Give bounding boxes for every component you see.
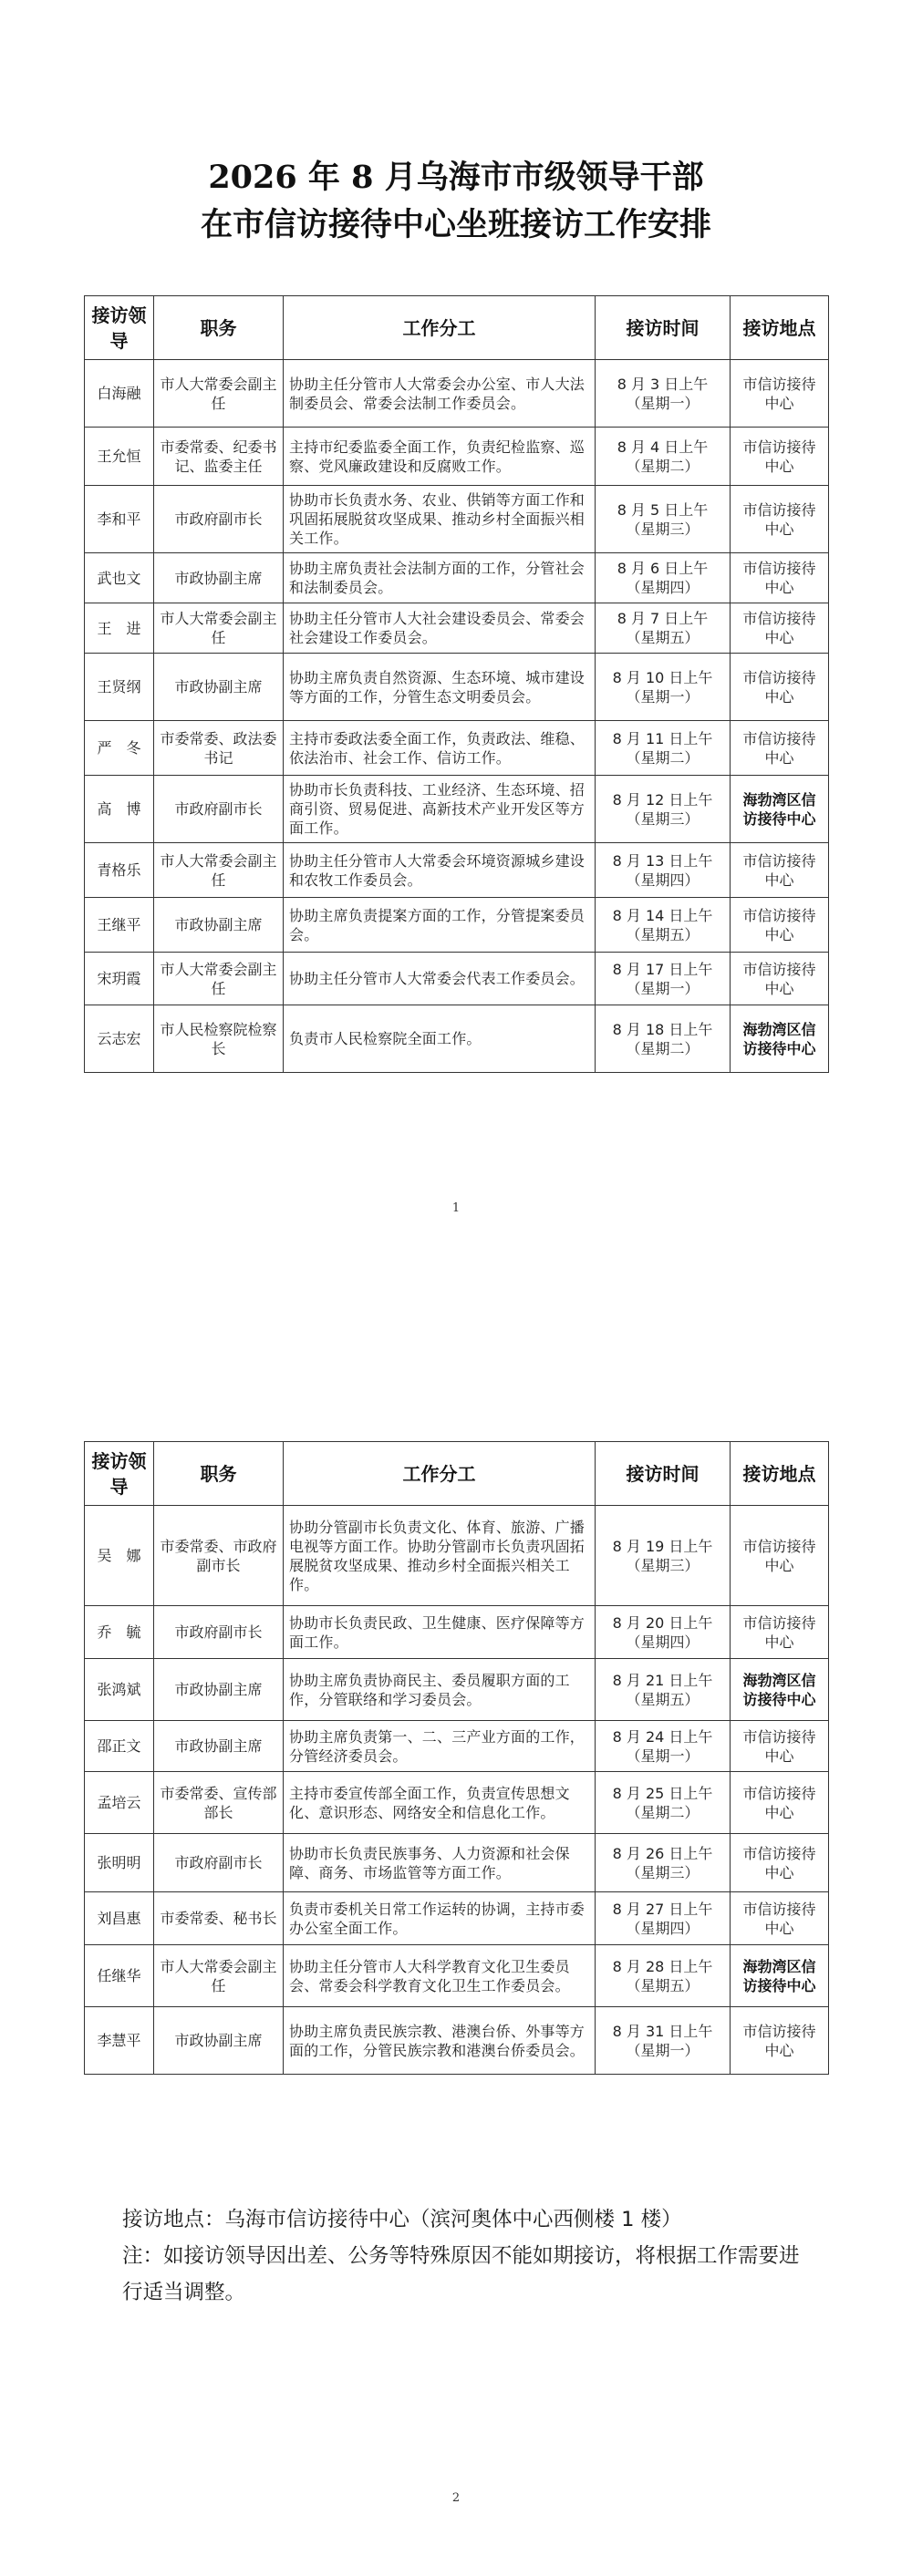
time-cell	[596, 360, 731, 428]
duty-cell: 主持市委宣传部全面工作，负责宣传思想文化、意识形态、网络安全和信息化工作。	[284, 1772, 596, 1834]
leader-name-cell: 王继平	[85, 898, 154, 953]
time-cell	[596, 843, 731, 898]
leader-name-cell: 青格乐	[85, 843, 154, 898]
reception-weekday: （星期五）	[626, 629, 700, 646]
reception-date: 8 月 28 日上午	[612, 1957, 713, 1975]
header-position: 职务	[154, 296, 284, 360]
location-cell: 海勃湾区信访接待中心	[731, 1945, 829, 2007]
document-title-line-2: 在市信访接待中心坐班接访工作安排	[200, 206, 711, 243]
reception-weekday: （星期一）	[626, 687, 700, 706]
reception-date: 8 月 27 日上午	[612, 1900, 713, 1918]
header-leader: 接访领导	[85, 296, 154, 360]
leader-name-cell: 高 博	[85, 776, 154, 843]
position-cell: 市政协副主席	[154, 654, 284, 721]
leader-name-cell: 宋玥霞	[85, 953, 154, 1005]
position-cell: 市委常委、宣传部部长	[154, 1772, 284, 1834]
document-page-2	[0, 1288, 912, 2576]
reception-date: 8 月 14 日上午	[612, 906, 713, 924]
reception-date: 8 月 25 日上午	[612, 1784, 713, 1802]
page-number: 2	[451, 2491, 461, 2505]
notes-block	[122, 2201, 815, 2311]
time-cell	[596, 553, 731, 603]
reception-weekday: （星期二）	[626, 1039, 700, 1057]
header-location: 接访地点	[731, 1442, 829, 1506]
reception-date: 8 月 5 日上午	[617, 500, 709, 519]
reception-weekday: （星期五）	[626, 1976, 700, 1994]
location-cell: 市信访接待中心	[731, 654, 829, 721]
schedule-table-body-2	[85, 1506, 829, 2075]
table-row	[85, 486, 829, 553]
reception-date: 8 月 3 日上午	[617, 375, 709, 393]
duty-cell: 协助主任分管市人大科学教育文化卫生委员会、常委会科学教育文化卫生工作委员会。	[284, 1945, 596, 2007]
leader-name-cell: 吴 娜	[85, 1506, 154, 1606]
location-cell: 市信访接待中心	[731, 1606, 829, 1659]
location-cell: 海勃湾区信访接待中心	[731, 1005, 829, 1073]
reception-date: 8 月 7 日上午	[617, 610, 709, 627]
leader-name-cell: 白海融	[85, 360, 154, 428]
reception-date: 8 月 6 日上午	[617, 560, 709, 577]
reception-date: 8 月 12 日上午	[612, 790, 713, 809]
time-cell	[596, 721, 731, 776]
location-cell: 市信访接待中心	[731, 1892, 829, 1945]
header-leader: 接访领导	[85, 1442, 154, 1506]
location-cell: 市信访接待中心	[731, 898, 829, 953]
position-cell: 市人大常委会副主任	[154, 360, 284, 428]
reception-weekday: （星期四）	[626, 579, 700, 596]
table-row	[85, 1721, 829, 1772]
duty-cell: 协助市长负责水务、农业、供销等方面工作和巩固拓展脱贫攻坚成果、推动乡村全面振兴相关工作。	[284, 486, 596, 553]
table-row	[85, 898, 829, 953]
reception-weekday: （星期五）	[626, 1690, 700, 1708]
reception-weekday: （星期四）	[626, 1633, 700, 1651]
position-cell: 市委常委、秘书长	[154, 1892, 284, 1945]
duty-cell: 协助主席负责自然资源、生态环境、城市建设等方面的工作，分管生态文明委员会。	[284, 654, 596, 721]
header-time: 接访时间	[596, 1442, 731, 1506]
time-cell	[596, 428, 731, 486]
duty-cell: 协助主席负责社会法制方面的工作，分管社会和法制委员会。	[284, 553, 596, 603]
location-cell: 市信访接待中心	[731, 1721, 829, 1772]
reception-weekday: （星期三）	[626, 1556, 700, 1574]
duty-cell: 协助主任分管市人大社会建设委员会、常委会社会建设工作委员会。	[284, 603, 596, 654]
leader-name-cell: 乔 毓	[85, 1606, 154, 1659]
time-cell	[596, 1892, 731, 1945]
leader-name-cell: 李慧平	[85, 2007, 154, 2075]
reception-weekday: （星期三）	[626, 809, 700, 828]
table-row	[85, 1659, 829, 1721]
position-cell: 市政协副主席	[154, 553, 284, 603]
location-cell: 市信访接待中心	[731, 2007, 829, 2075]
header-duty: 工作分工	[284, 1442, 596, 1506]
time-cell	[596, 1721, 731, 1772]
reception-weekday: （星期四）	[626, 871, 700, 889]
leader-name-cell: 张鸿斌	[85, 1659, 154, 1721]
table-row	[85, 360, 829, 428]
position-cell: 市委常委、政法委书记	[154, 721, 284, 776]
position-cell: 市政府副市长	[154, 486, 284, 553]
position-cell: 市人大常委会副主任	[154, 1945, 284, 2007]
header-time: 接访时间	[596, 296, 731, 360]
leader-name-cell: 李和平	[85, 486, 154, 553]
header-position: 职务	[154, 1442, 284, 1506]
reception-weekday: （星期二）	[626, 1803, 700, 1821]
reception-date: 8 月 4 日上午	[617, 438, 709, 456]
reception-weekday: （星期一）	[626, 394, 700, 412]
reception-date: 8 月 10 日上午	[612, 668, 713, 686]
location-cell: 市信访接待中心	[731, 721, 829, 776]
duty-cell: 协助市长负责科技、工业经济、生态环境、招商引资、贸易促进、高新技术产业开发区等方面工作。	[284, 776, 596, 843]
table-row	[85, 953, 829, 1005]
reception-weekday: （星期二）	[626, 748, 700, 767]
leader-name-cell: 云志宏	[85, 1005, 154, 1073]
position-cell: 市政府副市长	[154, 776, 284, 843]
duty-cell: 协助市长负责民政、卫生健康、医疗保障等方面工作。	[284, 1606, 596, 1659]
leader-name-cell: 王 进	[85, 603, 154, 654]
time-cell	[596, 776, 731, 843]
duty-cell: 负责市人民检察院全面工作。	[284, 1005, 596, 1073]
position-cell: 市政府副市长	[154, 1606, 284, 1659]
time-cell	[596, 953, 731, 1005]
table-row	[85, 1506, 829, 1606]
reception-weekday: （星期一）	[626, 1747, 700, 1765]
document-title-line-1: 2026 年 8 月乌海市市级领导干部	[208, 159, 704, 196]
position-cell: 市人大常委会副主任	[154, 953, 284, 1005]
reception-weekday: （星期三）	[626, 520, 700, 538]
position-cell: 市人大常委会副主任	[154, 843, 284, 898]
duty-cell: 协助主席负责第一、二、三产业方面的工作，分管经济委员会。	[284, 1721, 596, 1772]
duty-cell: 主持市委政法委全面工作，负责政法、维稳、依法治市、社会工作、信访工作。	[284, 721, 596, 776]
reception-date: 8 月 31 日上午	[612, 2022, 713, 2040]
location-cell: 市信访接待中心	[731, 603, 829, 654]
table-row	[85, 776, 829, 843]
time-cell	[596, 1945, 731, 2007]
duty-cell: 协助主席负责提案方面的工作，分管提案委员会。	[284, 898, 596, 953]
time-cell	[596, 654, 731, 721]
time-cell	[596, 603, 731, 654]
table-header-row	[85, 296, 829, 360]
position-cell: 市委常委、市政府副市长	[154, 1506, 284, 1606]
duty-cell: 协助主席负责协商民主、委员履职方面的工作，分管联络和学习委员会。	[284, 1659, 596, 1721]
leader-name-cell: 王允恒	[85, 428, 154, 486]
reception-date: 8 月 24 日上午	[612, 1727, 713, 1746]
position-cell: 市政协副主席	[154, 898, 284, 953]
time-cell	[596, 1005, 731, 1073]
table-row	[85, 1005, 829, 1073]
leader-name-cell: 邵正文	[85, 1721, 154, 1772]
reception-date: 8 月 20 日上午	[612, 1613, 713, 1632]
leader-name-cell: 王贤纲	[85, 654, 154, 721]
reception-weekday: （星期五）	[626, 925, 700, 943]
reception-date: 8 月 19 日上午	[612, 1537, 713, 1555]
table-row	[85, 1606, 829, 1659]
duty-cell: 主持市纪委监委全面工作，负责纪检监察、巡察、党风廉政建设和反腐败工作。	[284, 428, 596, 486]
duty-cell: 协助分管副市长负责文化、体育、旅游、广播电视等方面工作。协助分管副市长负责巩固拓展脱贫攻坚成果、推动乡村全面振兴相关工作。	[284, 1506, 596, 1606]
time-cell	[596, 486, 731, 553]
table-row	[85, 1892, 829, 1945]
header-location: 接访地点	[731, 296, 829, 360]
position-cell: 市政协副主席	[154, 2007, 284, 2075]
table-header-row	[85, 1442, 829, 1506]
reception-date: 8 月 21 日上午	[612, 1671, 713, 1689]
page-number: 1	[451, 1201, 461, 1215]
table-row	[85, 603, 829, 654]
schedule-table-page-1	[84, 295, 829, 1073]
duty-cell: 协助主任分管市人大常委会办公室、市人大法制委员会、常委会法制工作委员会。	[284, 360, 596, 428]
location-cell: 市信访接待中心	[731, 553, 829, 603]
reception-weekday: （星期一）	[626, 979, 700, 997]
table-row	[85, 1945, 829, 2007]
position-cell: 市人民检察院检察长	[154, 1005, 284, 1073]
table-row	[85, 1772, 829, 1834]
duty-cell: 协助市长负责民族事务、人力资源和社会保障、商务、市场监管等方面工作。	[284, 1834, 596, 1892]
schedule-table-body-1	[85, 360, 829, 1073]
time-cell	[596, 1606, 731, 1659]
position-cell: 市委常委、纪委书记、监委主任	[154, 428, 284, 486]
duty-cell: 协助主任分管市人大常委会代表工作委员会。	[284, 953, 596, 1005]
reception-date: 8 月 11 日上午	[612, 729, 713, 747]
table-row	[85, 553, 829, 603]
schedule-table-page-2	[84, 1441, 829, 2075]
time-cell	[596, 1772, 731, 1834]
leader-name-cell: 刘昌惠	[85, 1892, 154, 1945]
duty-cell: 协助主任分管市人大常委会环境资源城乡建设和农牧工作委员会。	[284, 843, 596, 898]
position-cell: 市政府副市长	[154, 1834, 284, 1892]
leader-name-cell: 孟培云	[85, 1772, 154, 1834]
location-cell: 海勃湾区信访接待中心	[731, 776, 829, 843]
table-row	[85, 428, 829, 486]
position-cell: 市政协副主席	[154, 1659, 284, 1721]
position-cell: 市政协副主席	[154, 1721, 284, 1772]
time-cell	[596, 1834, 731, 1892]
reception-weekday: （星期四）	[626, 1919, 700, 1937]
reception-date: 8 月 18 日上午	[612, 1020, 713, 1038]
reception-date: 8 月 26 日上午	[612, 1844, 713, 1862]
location-cell: 市信访接待中心	[731, 953, 829, 1005]
time-cell	[596, 1506, 731, 1606]
location-cell: 市信访接待中心	[731, 486, 829, 553]
time-cell	[596, 2007, 731, 2075]
location-cell: 海勃湾区信访接待中心	[731, 1659, 829, 1721]
table-row	[85, 2007, 829, 2075]
header-duty: 工作分工	[284, 296, 596, 360]
location-cell: 市信访接待中心	[731, 1834, 829, 1892]
reception-weekday: （星期三）	[626, 1863, 700, 1881]
leader-name-cell: 严 冬	[85, 721, 154, 776]
duty-cell: 协助主席负责民族宗教、港澳台侨、外事等方面的工作，分管民族宗教和港澳台侨委员会。	[284, 2007, 596, 2075]
table-row	[85, 843, 829, 898]
leader-name-cell: 任继华	[85, 1945, 154, 2007]
location-cell: 市信访接待中心	[731, 1506, 829, 1606]
location-cell: 市信访接待中心	[731, 360, 829, 428]
reception-date: 8 月 17 日上午	[612, 960, 713, 978]
position-cell: 市人大常委会副主任	[154, 603, 284, 654]
location-cell: 市信访接待中心	[731, 428, 829, 486]
leader-name-cell: 张明明	[85, 1834, 154, 1892]
reception-weekday: （星期二）	[626, 457, 700, 475]
location-cell: 市信访接待中心	[731, 843, 829, 898]
adjustment-note: 注：如接访领导因出差、公务等特殊原因不能如期接访，将根据工作需要进行适当调整。	[122, 2244, 800, 2304]
leader-name-cell: 武也文	[85, 553, 154, 603]
table-row	[85, 654, 829, 721]
time-cell	[596, 1659, 731, 1721]
reception-location-note: 接访地点：乌海市信访接待中心（滨河奥体中心西侧楼 1 楼）	[122, 2208, 682, 2231]
reception-weekday: （星期一）	[626, 2041, 700, 2059]
location-cell: 市信访接待中心	[731, 1772, 829, 1834]
time-cell	[596, 898, 731, 953]
reception-date: 8 月 13 日上午	[612, 851, 713, 870]
table-row	[85, 1834, 829, 1892]
table-row	[85, 721, 829, 776]
duty-cell: 负责市委机关日常工作运转的协调，主持市委办公室全面工作。	[284, 1892, 596, 1945]
